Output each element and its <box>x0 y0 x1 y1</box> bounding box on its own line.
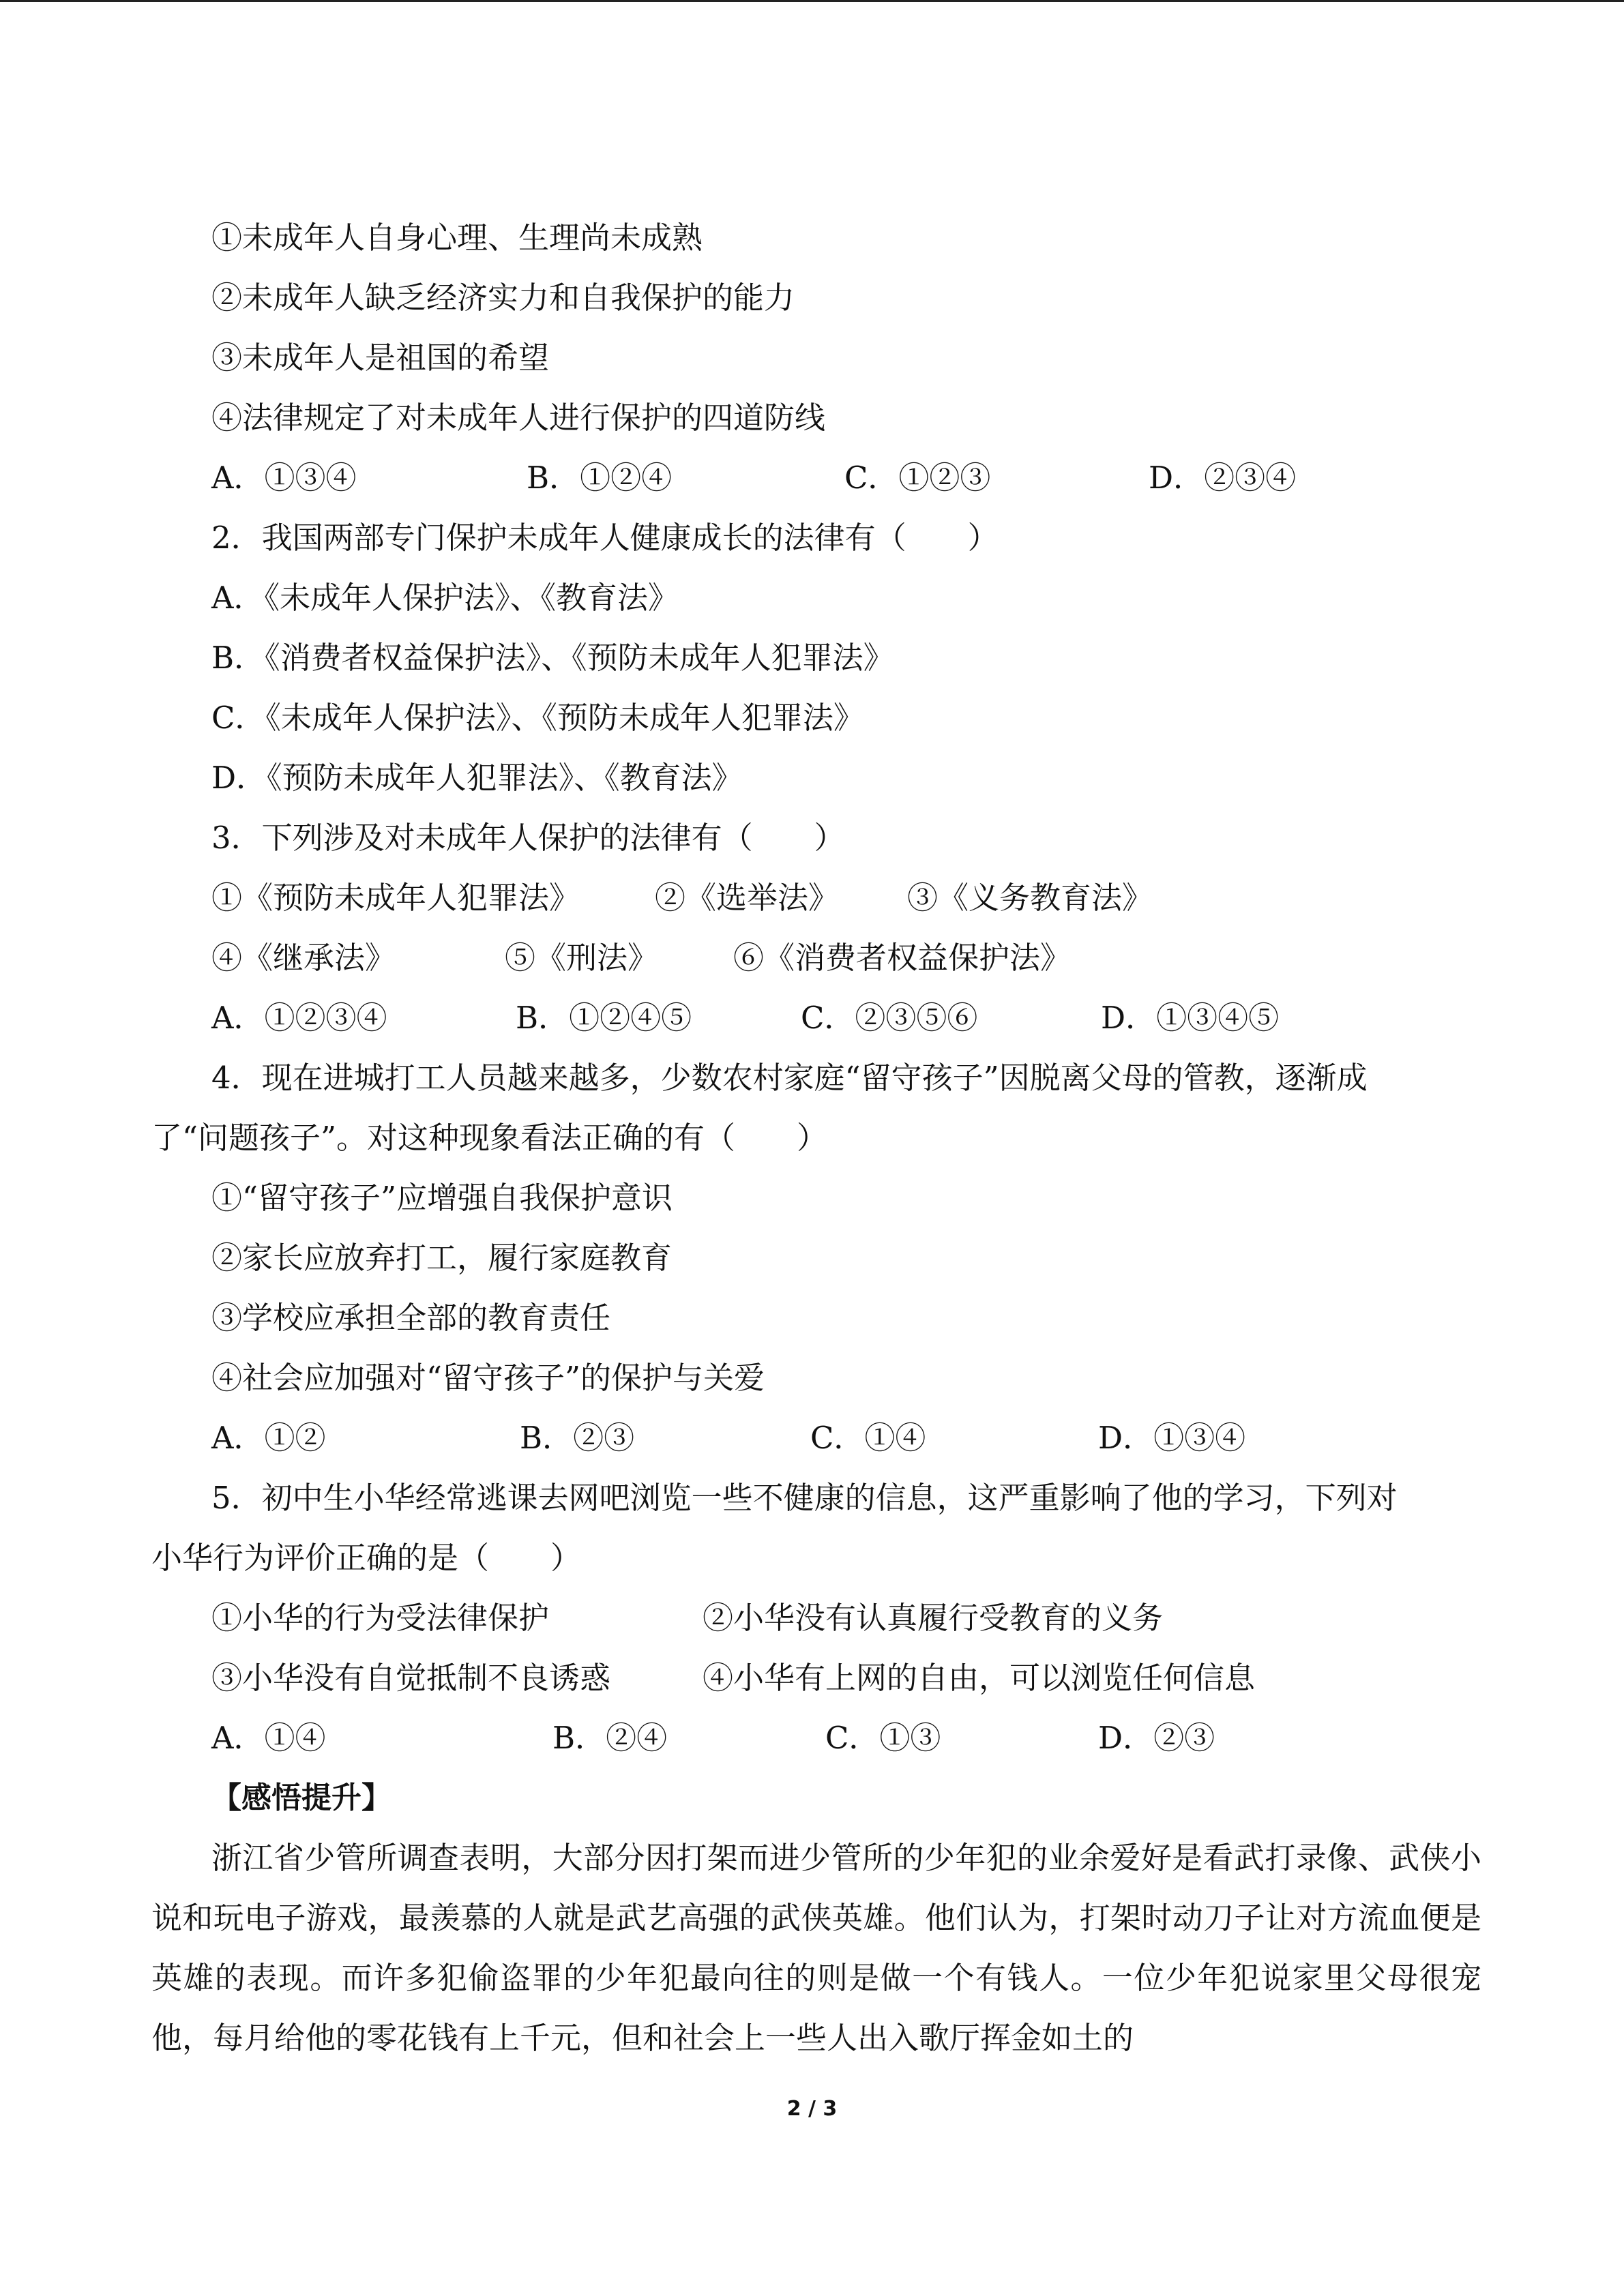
q2-option-b: B．《消费者权益保护法》、《预防未成年人犯罪法》 <box>211 640 894 676</box>
q5-option-d: D．②③ <box>1098 1720 1215 1756</box>
q2-option-c: C．《未成年人保护法》、《预防未成年人犯罪法》 <box>211 700 864 736</box>
content <box>151 208 1481 2068</box>
q4-stem-line-2: 了“问题孩子”。对这种现象看法正确的有（ ） <box>151 1120 828 1156</box>
q4-option-c: C．①④ <box>810 1420 926 1456</box>
q2-option-a: A．《未成年人保护法》、《教育法》 <box>211 580 679 616</box>
q4-option-b: B．②③ <box>520 1420 635 1456</box>
q1-option-d: D．②③④ <box>1149 460 1297 496</box>
q5-row-2 <box>151 1648 1481 1708</box>
q3-law-4: ④《继承法》 <box>211 940 396 976</box>
q3-option-a: A．①②③④ <box>211 1000 387 1036</box>
q4-item-2: ②家长应放弃打工，履行家庭教育 <box>211 1240 673 1276</box>
q1-option-a: A．①③④ <box>211 460 357 496</box>
q3-row-1 <box>151 868 1481 928</box>
q5-stem-line-1: 5．初中生小华经常逃课去网吧浏览一些不健康的信息，这严重影响了他的学习，下列对 <box>211 1480 1398 1516</box>
q3-law-1: ①《预防未成年人犯罪法》 <box>211 880 580 916</box>
q4-option-d: D．①③④ <box>1098 1420 1246 1456</box>
q3-law-3: ③《义务教育法》 <box>907 880 1153 916</box>
section-paragraph: 浙江省少管所调查表明，大部分因打架而进少管所的少年犯的业余爱好是看武打录像、武侠小说和玩电子游戏，最羡慕的人就是武艺高强的武侠英雄。他们认为，打架时动刀子让对方流血便是英雄的表现。而许多犯偷盗罪的少年犯最向往的则是做一个有钱人。一位少年犯说家里父母很宠他，每月给他的零花钱有上千元，但和社会上一些人出入歌厅挥金如土的 <box>151 1840 1481 2056</box>
q4-item-3: ③学校应承担全部的教育责任 <box>211 1300 611 1336</box>
q3-law-2: ②《选举法》 <box>655 880 840 916</box>
q1-item-3: ③未成年人是祖国的希望 <box>211 340 550 376</box>
q3-law-6: ⑥《消费者权益保护法》 <box>733 940 1072 976</box>
q3-stem: 3．下列涉及对未成年人保护的法律有（ ） <box>211 820 845 856</box>
q1-item-1: ①未成年人自身心理、生理尚未成熟 <box>211 220 703 256</box>
q4-item-4: ④社会应加强对“留守孩子”的保护与关爱 <box>211 1360 765 1396</box>
q5-row-1 <box>151 1588 1481 1648</box>
q1-option-b: B．①②④ <box>527 460 673 496</box>
q1-option-c: C．①②③ <box>844 460 991 496</box>
q3-option-c: C．②③⑤⑥ <box>801 1000 978 1036</box>
q1-options <box>151 448 1481 508</box>
q5-item-2: ②小华没有认真履行受教育的义务 <box>703 1600 1164 1636</box>
q5-stem-line-2: 小华行为评价正确的是（ ） <box>151 1540 582 1576</box>
q5-item-4: ④小华有上网的自由，可以浏览任何信息 <box>703 1660 1256 1696</box>
q5-option-b: B．②④ <box>552 1720 668 1756</box>
q3-row-2 <box>151 928 1481 988</box>
q4-item-1: ①“留守孩子”应增强自我保护意识 <box>211 1180 673 1216</box>
q5-item-3: ③小华没有自觉抵制不良诱惑 <box>211 1660 611 1696</box>
q5-options <box>151 1708 1481 1768</box>
q4-stem-line-1: 4．现在进城打工人员越来越多，少数农村家庭“留守孩子”因脱离父母的管教，逐渐成 <box>211 1060 1368 1096</box>
q5-option-c: C．①③ <box>825 1720 941 1756</box>
q2-option-d: D．《预防未成年人犯罪法》、《教育法》 <box>211 760 743 796</box>
q3-law-5: ⑤《刑法》 <box>505 940 659 976</box>
top-border <box>0 0 1624 2</box>
q1-item-4: ④法律规定了对未成年人进行保护的四道防线 <box>211 400 826 436</box>
q5-option-a: A．①④ <box>211 1720 326 1756</box>
q5-item-1: ①小华的行为受法律保护 <box>211 1600 550 1636</box>
q1-item-2: ②未成年人缺乏经济实力和自我保护的能力 <box>211 280 795 316</box>
q3-option-d: D．①③④⑤ <box>1101 1000 1280 1036</box>
q3-option-b: B．①②④⑤ <box>516 1000 692 1036</box>
section-heading: 【感悟提升】 <box>211 1780 392 1815</box>
q2-stem: 2．我国两部专门保护未成年人健康成长的法律有（ ） <box>211 520 999 556</box>
q3-options <box>151 988 1481 1048</box>
q4-options <box>151 1408 1481 1468</box>
page-number: 2 / 3 <box>786 2097 838 2121</box>
q4-option-a: A．①② <box>211 1420 326 1456</box>
